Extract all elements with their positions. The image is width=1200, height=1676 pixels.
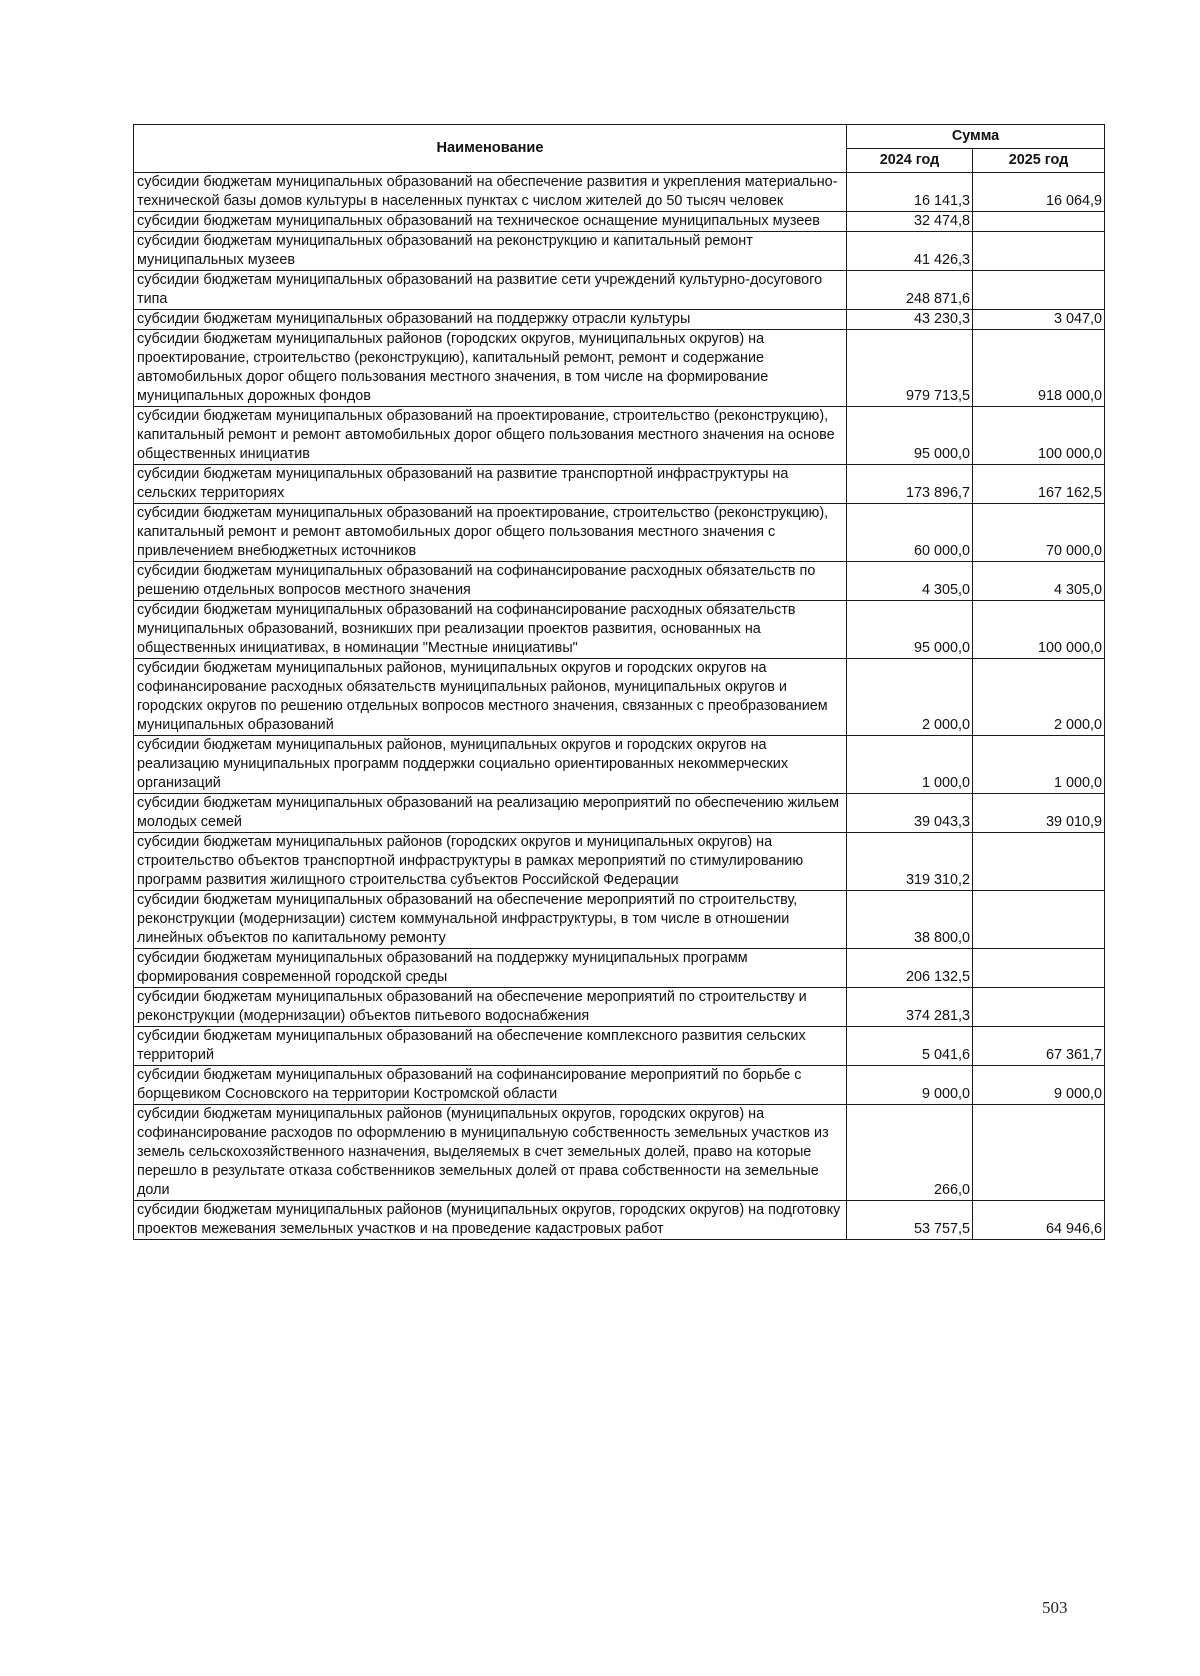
table-row	[134, 601, 1105, 659]
table-row	[134, 271, 1105, 310]
table-row	[134, 212, 1105, 232]
row-2025-cell: 2 000,0	[973, 659, 1105, 736]
row-2024-cell: 173 896,7	[847, 465, 973, 504]
row-2025-cell	[973, 833, 1105, 891]
row-name-cell: субсидии бюджетам муниципальных образований на софинансирование расходных обязательств муниципальных образований, возникших при реализации проектов развития, основанных на общественных инициативах, в номинации "Местные инициативы"	[134, 601, 847, 659]
row-name-cell: субсидии бюджетам муниципальных образований на развитие транспортной инфраструктуры на сельских территориях	[134, 465, 847, 504]
table-row	[134, 330, 1105, 407]
row-2024-cell: 319 310,2	[847, 833, 973, 891]
row-2024-cell: 43 230,3	[847, 310, 973, 330]
row-2024-cell: 95 000,0	[847, 407, 973, 465]
row-2024-cell: 53 757,5	[847, 1201, 973, 1240]
row-2024-cell: 38 800,0	[847, 891, 973, 949]
table-header	[134, 125, 1105, 173]
row-2024-cell: 60 000,0	[847, 504, 973, 562]
row-2025-cell: 167 162,5	[973, 465, 1105, 504]
row-2024-cell: 266,0	[847, 1105, 973, 1201]
row-2024-cell: 1 000,0	[847, 736, 973, 794]
table-row	[134, 1027, 1105, 1066]
row-2024-cell: 2 000,0	[847, 659, 973, 736]
table-row	[134, 659, 1105, 736]
table-row	[134, 465, 1105, 504]
row-2025-cell: 100 000,0	[973, 601, 1105, 659]
row-2025-cell: 9 000,0	[973, 1066, 1105, 1105]
table-row	[134, 1201, 1105, 1240]
row-name-cell: субсидии бюджетам муниципальных образований на поддержку отрасли культуры	[134, 310, 847, 330]
row-name-cell: субсидии бюджетам муниципальных районов, муниципальных округов и городских округов на софинансирование расходных обязательств муниципальных районов, муниципальных округов и городских округов по решению отдельных вопросов местного значения, связанных с преобразованием муниципальных образований	[134, 659, 847, 736]
row-2025-cell	[973, 232, 1105, 271]
row-name-cell: субсидии бюджетам муниципальных образований на обеспечение комплексного развития сельских территорий	[134, 1027, 847, 1066]
row-2024-cell: 32 474,8	[847, 212, 973, 232]
row-2025-cell: 918 000,0	[973, 330, 1105, 407]
table-row	[134, 736, 1105, 794]
row-2025-cell	[973, 271, 1105, 310]
row-name-cell: субсидии бюджетам муниципальных образований на реализацию мероприятий по обеспечению жильем молодых семей	[134, 794, 847, 833]
row-2024-cell: 5 041,6	[847, 1027, 973, 1066]
row-2025-cell	[973, 1105, 1105, 1201]
table-row	[134, 1066, 1105, 1105]
header-name: Наименование	[134, 125, 847, 173]
table-row	[134, 1105, 1105, 1201]
table-row	[134, 173, 1105, 212]
row-name-cell: субсидии бюджетам муниципальных образований на софинансирование расходных обязательств по решению отдельных вопросов местного значения	[134, 562, 847, 601]
row-2024-cell: 39 043,3	[847, 794, 973, 833]
row-2025-cell: 3 047,0	[973, 310, 1105, 330]
table-row	[134, 949, 1105, 988]
row-2024-cell: 41 426,3	[847, 232, 973, 271]
row-name-cell: субсидии бюджетам муниципальных образований на обеспечение развития и укрепления материально-технической базы домов культуры в населенных пунктах с числом жителей до 50 тысяч человек	[134, 173, 847, 212]
budget-table	[133, 124, 1105, 1240]
row-2025-cell: 39 010,9	[973, 794, 1105, 833]
table-row	[134, 794, 1105, 833]
row-2024-cell: 374 281,3	[847, 988, 973, 1027]
row-2025-cell: 1 000,0	[973, 736, 1105, 794]
row-name-cell: субсидии бюджетам муниципальных образований на поддержку муниципальных программ формирования современной городской среды	[134, 949, 847, 988]
row-2024-cell: 248 871,6	[847, 271, 973, 310]
table-row	[134, 504, 1105, 562]
table-row	[134, 988, 1105, 1027]
row-2025-cell	[973, 949, 1105, 988]
row-name-cell: субсидии бюджетам муниципальных районов (городских округов и муниципальных округов) на строительство объектов транспортной инфраструктуры в рамках мероприятий по стимулированию программ развития жилищного строительства субъектов Российской Федерации	[134, 833, 847, 891]
row-2024-cell: 95 000,0	[847, 601, 973, 659]
row-2025-cell: 64 946,6	[973, 1201, 1105, 1240]
row-name-cell: субсидии бюджетам муниципальных образований на проектирование, строительство (реконструкцию), капитальный ремонт и ремонт автомобильных дорог общего пользования местного значения с привлечением внебюджетных источников	[134, 504, 847, 562]
row-name-cell: субсидии бюджетам муниципальных образований на обеспечение мероприятий по строительству и реконструкции (модернизации) объектов питьевого водоснабжения	[134, 988, 847, 1027]
table-row	[134, 562, 1105, 601]
row-2025-cell: 4 305,0	[973, 562, 1105, 601]
row-2025-cell: 70 000,0	[973, 504, 1105, 562]
row-name-cell: субсидии бюджетам муниципальных образований на реконструкцию и капитальный ремонт муниципальных музеев	[134, 232, 847, 271]
row-2024-cell: 4 305,0	[847, 562, 973, 601]
header-year-2024: 2024 год	[847, 149, 973, 173]
row-2025-cell	[973, 988, 1105, 1027]
row-2025-cell: 16 064,9	[973, 173, 1105, 212]
row-2024-cell: 16 141,3	[847, 173, 973, 212]
row-2025-cell	[973, 212, 1105, 232]
row-2024-cell: 9 000,0	[847, 1066, 973, 1105]
header-sum: Сумма	[847, 125, 1105, 149]
row-2025-cell: 67 361,7	[973, 1027, 1105, 1066]
page-number: 503	[1042, 1598, 1068, 1617]
row-2025-cell: 100 000,0	[973, 407, 1105, 465]
row-name-cell: субсидии бюджетам муниципальных районов (муниципальных округов, городских округов) на подготовку проектов межевания земельных участков и на проведение кадастровых работ	[134, 1201, 847, 1240]
row-2025-cell	[973, 891, 1105, 949]
row-name-cell: субсидии бюджетам муниципальных образований на проектирование, строительство (реконструкцию), капитальный ремонт и ремонт автомобильных дорог общего пользования местного значения на основе общественных инициатив	[134, 407, 847, 465]
row-name-cell: субсидии бюджетам муниципальных районов (городских округов, муниципальных округов) на проектирование, строительство (реконструкцию), капитальный ремонт, ремонт и содержание автомобильных дорог общего пользования местного значения, в том числе на формирование муниципальных дорожных фондов	[134, 330, 847, 407]
row-name-cell: субсидии бюджетам муниципальных образований на техническое оснащение муниципальных музеев	[134, 212, 847, 232]
row-name-cell: субсидии бюджетам муниципальных образований на софинансирование мероприятий по борьбе с борщевиком Сосновского на территории Костромской области	[134, 1066, 847, 1105]
header-year-2025: 2025 год	[973, 149, 1105, 173]
row-name-cell: субсидии бюджетам муниципальных районов, муниципальных округов и городских округов на реализацию муниципальных программ поддержки социально ориентированных некоммерческих организаций	[134, 736, 847, 794]
table-row	[134, 891, 1105, 949]
row-2024-cell: 206 132,5	[847, 949, 973, 988]
row-name-cell: субсидии бюджетам муниципальных районов (муниципальных округов, городских округов) на софинансирование расходов по оформлению в муниципальную собственность земельных участков из земель сельскохозяйственного назначения, выделяемых в счет земельных долей, право на которые перешло в результате отказа собственников земельных долей от права собственности на земельные доли	[134, 1105, 847, 1201]
row-2024-cell: 979 713,5	[847, 330, 973, 407]
table-row	[134, 310, 1105, 330]
row-name-cell: субсидии бюджетам муниципальных образований на развитие сети учреждений культурно-досугового типа	[134, 271, 847, 310]
table-row	[134, 833, 1105, 891]
table-row	[134, 232, 1105, 271]
table-body	[134, 173, 1105, 1240]
row-name-cell: субсидии бюджетам муниципальных образований на обеспечение мероприятий по строительству, реконструкции (модернизации) систем коммунальной инфраструктуры, в том числе в отношении линейных объектов по капитальному ремонту	[134, 891, 847, 949]
table-row	[134, 407, 1105, 465]
